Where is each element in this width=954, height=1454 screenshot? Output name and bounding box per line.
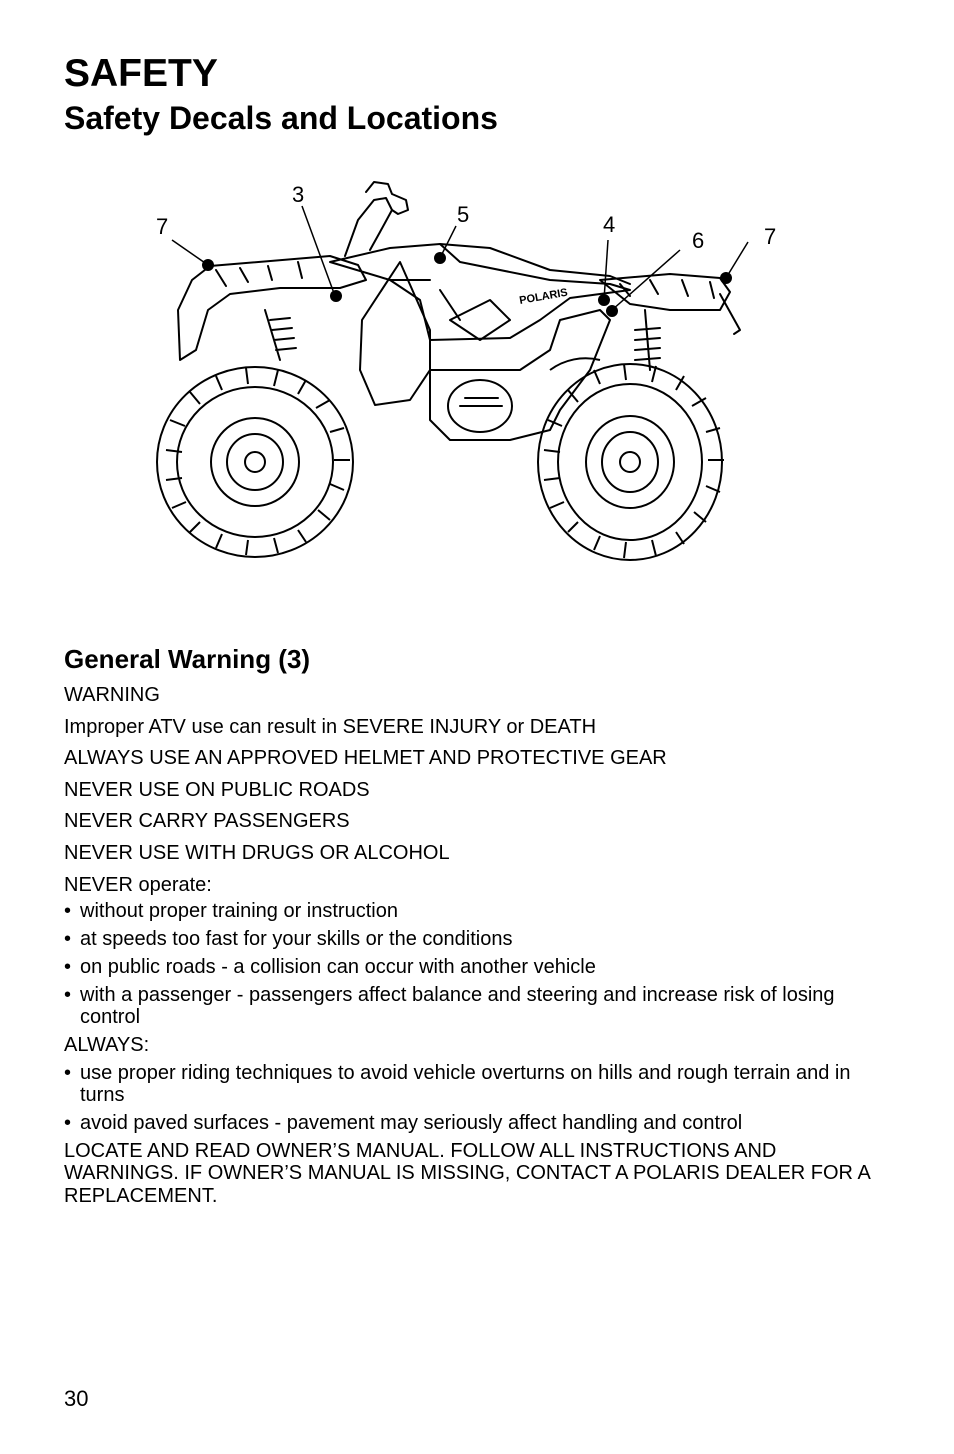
always-list [64, 1062, 884, 1134]
general-warning-heading: General Warning (3) [64, 644, 311, 674]
warning-line: NEVER USE ON PUBLIC ROADS [64, 778, 370, 801]
never-operate-list [64, 900, 884, 1028]
warning-line: NEVER CARRY PASSENGERS [64, 810, 350, 833]
closing-paragraph: LOCATE AND READ OWNER’S MANUAL. FOLLOW ALL INSTRUCTIONS AND WARNINGS. IF OWNER’S MANUAL IS MISSING, CONTACT A POLARIS DEALER FOR A REPLACEMENT. [64, 1139, 870, 1207]
atv-decal-locations-figure [130, 170, 810, 590]
warning-line: Improper ATV use can result in SEVERE INJURY or DEATH [64, 715, 597, 738]
always-label: ALWAYS: [64, 1033, 150, 1056]
callout-label: 7 [156, 214, 169, 239]
callout-label: 6 [692, 228, 705, 253]
callout-label: 4 [603, 212, 616, 237]
callout-label: 3 [292, 182, 305, 207]
general-warning-text [64, 684, 884, 1207]
polaris-brand-text: POLARIS [518, 286, 569, 307]
warning-line: NEVER USE WITH DRUGS OR ALCOHOL [64, 841, 450, 864]
list-item: • on public roads - a collision can occur with another vehicle [64, 955, 596, 978]
callout-label: 7 [764, 224, 777, 249]
warning-line: NEVER operate: [64, 873, 212, 896]
warning-line: WARNING [64, 684, 160, 706]
list-item: • with a passenger - passengers affect balance and steering and increase risk of losing control [64, 983, 835, 1028]
page-number: 30 [64, 1386, 89, 1411]
list-item: • avoid paved surfaces - pavement may seriously affect handling and control [64, 1111, 743, 1134]
warning-line: ALWAYS USE AN APPROVED HELMET AND PROTECTIVE GEAR [64, 747, 667, 770]
atv-illustration [130, 170, 810, 590]
list-item: • without proper training or instruction [64, 899, 398, 922]
section-title: SAFETY [64, 52, 218, 95]
callout-label: 5 [457, 202, 470, 227]
page-subtitle: Safety Decals and Locations [64, 100, 498, 136]
list-item: • at speeds too fast for your skills or the conditions [64, 927, 513, 950]
list-item: • use proper riding techniques to avoid vehicle overturns on hills and rough terrain and in turns [64, 1061, 851, 1106]
